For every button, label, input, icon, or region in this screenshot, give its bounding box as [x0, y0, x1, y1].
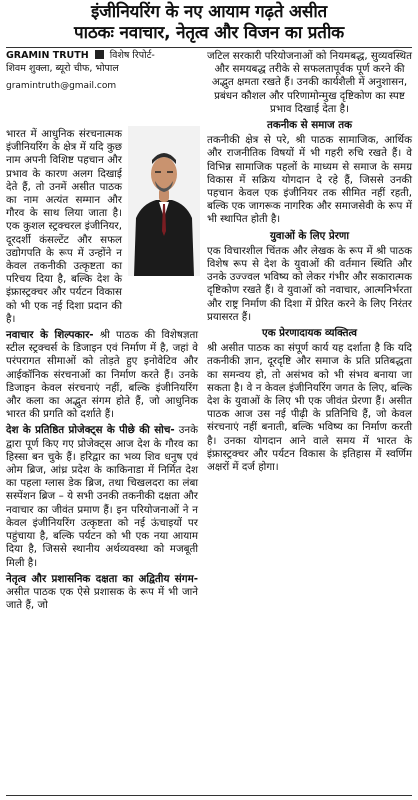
right-para-1: तकनीकी क्षेत्र से परे, श्री पाठक सामाजिक, आर्थिक और राजनीतिक विषयों में भी गहरी रुचि रखते हैं। वे विभिन्न सामाजिक पहलों के माध्यम से समाज के समग्र विकास में सक्रिय योगदान दे रहे हैं, जिससे उनकी पहचान केवल एक इंजीनियर तक सीमित नहीं रहती, बल्कि एक जागरूक नागरिक और समाजसेवी के रूप में भी स्थापित होती है।: [207, 134, 412, 226]
right-para-2: एक विचारशील चिंतक और लेखक के रूप में श्री पाठक विशेष रूप से देश के युवाओं की वर्तमान स्थिति और उनके उज्ज्वल भविष्य को लेकर गंभीर और सकारात्मक दृष्टिकोण रखते हैं। वे युवाओं को नवाचार, आत्मनिर्भरता और राष्ट्र निर्माण की दिशा में प्रेरित करने के लिए निरंतर प्रयासरत हैं।: [207, 244, 412, 323]
right-subhead-2: युवाओं के लिए प्रेरणा: [269, 229, 350, 242]
headline-line-1: इंजीनियरिंग के नए आयाम गढ़ते असीत: [90, 2, 328, 22]
subhead-4: नेतृत्व और प्रशासनिक दक्षता का अद्वितीय संगम-: [6, 572, 198, 585]
subhead-2: नवाचार के शिल्पकार-: [6, 329, 94, 342]
email: gramintruth@gmail.com: [6, 81, 117, 91]
right-subhead-3: एक प्रेरणादायक व्यक्तित्व: [262, 327, 357, 340]
para-3: [6, 424, 198, 569]
reporter: शिवम शुक्ला, ब्यूरो चीफ, भोपाल: [6, 63, 119, 74]
para-2-text: श्री पाठक की विशेषज्ञता स्टील स्ट्रक्चर्स के डिजाइन एवं निर्माण में है, जहां वे परंपरागत सीमाओं को तोड़ते हुए इनोवेटिव और आईकॉनिक संरचनाओं का निर्माण करते हैं। उनके डिजाइन केवल संरचनाएं नहीं, बल्कि इंजीनियरिंग और कला का अद्भुत संगम होते हैं, जो आधुनिक भारत की प्रगति को दर्शाते हैं।: [6, 329, 198, 421]
report-label: विशेष रिपोर्ट-: [109, 50, 155, 61]
right-column: [207, 50, 412, 477]
bottom-rule: [6, 795, 412, 796]
headline-line-2: पाठकः नवाचार, नेतृत्व और विजन का प्रतीक: [73, 23, 345, 43]
source-name: GRAMIN TRUTH: [6, 50, 89, 61]
logo-dot-icon: [95, 50, 104, 59]
para-4-text: असीत पाठक एक ऐसे प्रशासक के रूप में भी जाने जाते हैं, जो: [6, 585, 198, 612]
para-1: भारत में आधुनिक संरचनात्मक इंजीनियरिंग के क्षेत्र में यदि कुछ नाम अपनी विशिष्ट पहचान और प्रभाव के कारण अलग दिखाई देते हैं, तो उनमें असीत पाठक का नाम अत्यंत सम्मान और गौरव के साथ लिया जाता है। एक कुशल स्ट्रक्चरल इंजीनियर, दूरदर्शी कंसल्टेंट और सफल उद्योगपति के रूप में उन्होंने न केवल तकनीकी उत्कृष्टता का परिचय दिया है, बल्कि देश के इंफ्रास्ट्रक्चर और पर्यटन विकास को भी एक नई दिशा प्रदान की है।: [6, 128, 122, 325]
left-column: [6, 128, 198, 615]
right-para-3: श्री असीत पाठक का संपूर्ण कार्य यह दर्शाता है कि यदि तकनीकी ज्ञान, दूरदृष्टि और समाज के प्रति प्रतिबद्धता का समन्वय हो, तो असंभव को भी संभव बनाया जा सकता है। वे न केवल इंजीनियरिंग जगत के लिए, बल्कि देश के युवाओं के लिए भी एक जीवंत प्रेरणा हैं। असीत पाठक आज उस नई पीढ़ी के प्रतिनिधि हैं, जो केवल संरचनाएं नहीं बनाती, बल्कि भविष्य का निर्माण करती है। उनका योगदान आने वाले समय में भारत के इंफ्रास्ट्रक्चर और पर्यटन विकास के इतिहास में स्वर्णिम अक्षरों में दर्ज होगा।: [207, 342, 412, 474]
headline-rule: [6, 47, 412, 48]
byline: [6, 49, 198, 93]
subhead-3: देश के प्रतिष्ठित प्रोजेक्ट्स के पीछे की सोच-: [6, 424, 175, 437]
para-3-text: उनके द्वारा पूर्ण किए गए प्रोजेक्ट्स आज देश के गौरव का हिस्सा बन चुके हैं। हरिद्वार का भव्य शिव धनुष एवं ओम ब्रिज, आंध्र प्रदेश के काकिनाडा में निर्मित देश का पहला ग्लास डेक ब्रिज, तथा चिखलदरा का लंबा सस्पेंशन ब्रिज – ये सभी उनकी तकनीकी दक्षता और नवाचार का जीवंत प्रमाण हैं। इन परियोजनाओं ने न केवल इंजीनियरिंग उत्कृष्टता को नई ऊंचाइयों पर पहुंचाया है, बल्कि पर्यटन को भी एक नया आयाम दिया है, जिससे स्थानीय अर्थव्यवस्था को मजबूती मिली है।: [6, 424, 198, 569]
right-subhead-1: तकनीक से समाज तक: [267, 119, 352, 132]
headline: [8, 2, 410, 44]
right-para-0: जटिल सरकारी परियोजनाओं को नियमबद्ध, सुव्यवस्थित और समयबद्ध तरीके से सफलतापूर्वक पूर्ण करने की अद्भुत क्षमता रखते हैं। उनकी कार्यशैली में अनुशासन, प्रबंधन कौशल और परिणामोन्मुख दृष्टिकोण का स्पष्ट प्रभाव दिखाई देता है।: [207, 50, 412, 115]
para-4: [6, 573, 198, 613]
para-2: [6, 329, 198, 421]
